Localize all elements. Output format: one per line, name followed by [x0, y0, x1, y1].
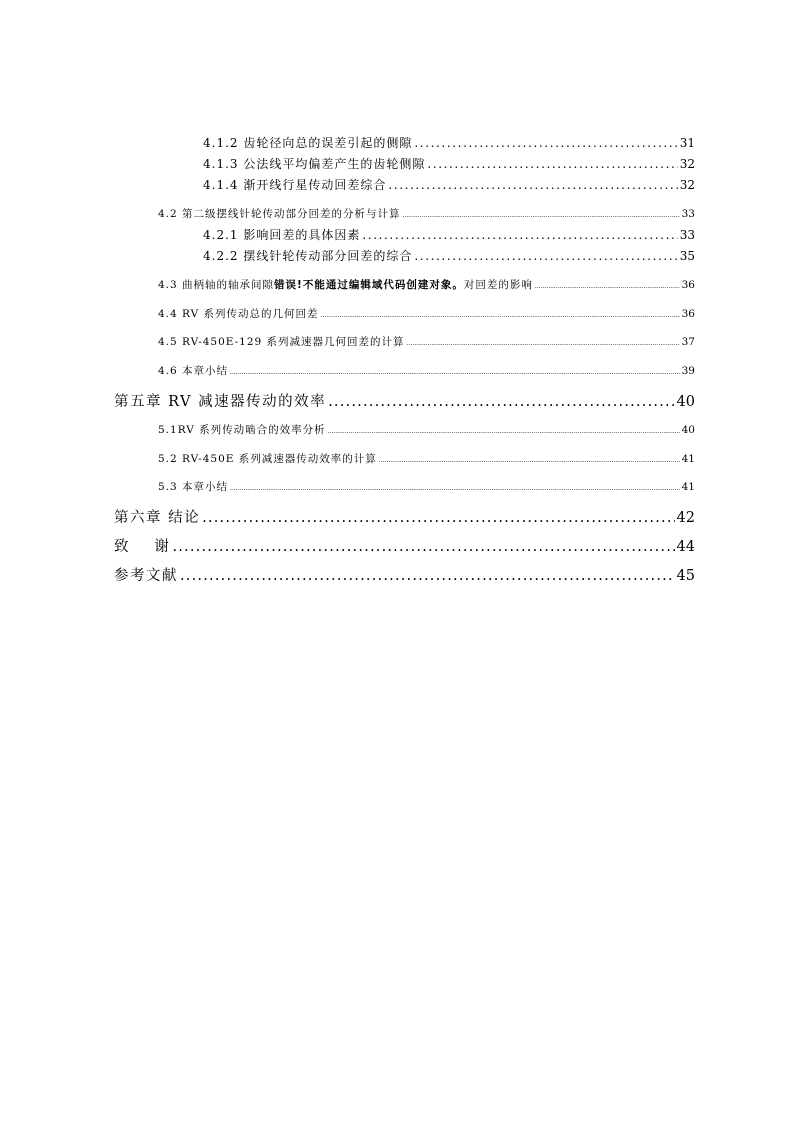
- toc-entry-title: 4.5 RV-450E-129 系列减速器几何回差的计算: [158, 336, 405, 348]
- toc-page-number: 31: [679, 136, 695, 150]
- toc-leader-dots: [321, 312, 680, 319]
- toc-entry-4-6[interactable]: [158, 363, 695, 378]
- toc-page-number: 33: [681, 208, 695, 220]
- toc-entry-title: 4.2.1 影响回差的具体因素: [203, 228, 361, 242]
- toc-entry-5-3[interactable]: [158, 479, 695, 494]
- toc-page-number: 32: [679, 178, 695, 192]
- toc-page-number: 40: [681, 424, 695, 436]
- toc-leader-dots: [379, 457, 680, 464]
- toc-page-number: 44: [676, 539, 695, 555]
- toc-entry-title: 5.1RV 系列传动啮合的效率分析: [158, 424, 326, 436]
- toc-entry-4-3[interactable]: [158, 277, 695, 292]
- toc-entry-chapter-6[interactable]: [114, 506, 695, 527]
- toc-entry-chapter-5[interactable]: [114, 390, 695, 411]
- toc-entry-title: 4.1.2 齿轮径向总的误差引起的侧隙: [203, 136, 413, 150]
- toc-page-number: 41: [681, 481, 695, 493]
- toc-leader-dots: [414, 249, 677, 263]
- toc-entry-4-2-1[interactable]: [203, 226, 695, 243]
- toc-entry-acknowledgements[interactable]: [114, 535, 695, 556]
- toc-leader-dots: [535, 283, 680, 290]
- toc-leader-dots: [388, 178, 677, 192]
- toc-page-number: 37: [681, 336, 695, 348]
- toc-page-number: 32: [679, 157, 695, 171]
- toc-leader-dots: [407, 340, 680, 347]
- toc-leader-dots: [230, 369, 680, 376]
- toc-entry-title: 第六章 结论: [114, 510, 201, 526]
- toc-entry-title: 5.3 本章小结: [158, 481, 229, 493]
- toc-leader-dots: [172, 539, 674, 555]
- toc-entry-5-2[interactable]: [158, 451, 695, 466]
- toc-entry-title: 参考文献: [114, 568, 178, 584]
- toc-entry-title: 4.1.3 公法线平均偏差产生的齿轮侧隙: [203, 157, 426, 171]
- toc-page-number: 39: [681, 365, 695, 377]
- toc-leader-dots: [328, 394, 674, 410]
- toc-entry-title: 4.2.2 摆线针轮传动部分回差的综合: [203, 249, 413, 263]
- toc-entry-title: 5.2 RV-450E 系列减速器传动效率的计算: [158, 453, 377, 465]
- toc-entry-4-1-3[interactable]: [203, 155, 695, 172]
- toc-page-number: 42: [676, 510, 695, 526]
- toc-entry-4-1-4[interactable]: [203, 176, 695, 193]
- toc-entry-5-1[interactable]: [158, 422, 695, 437]
- toc-page-number: 40: [676, 394, 695, 410]
- toc-entry-title: [158, 277, 533, 292]
- toc-entry-title: 4.4 RV 系列传动总的几何回差: [158, 308, 319, 320]
- toc-entry-4-5[interactable]: [158, 334, 695, 349]
- toc-page-number: 36: [681, 308, 695, 320]
- toc-entry-title: 第五章 RV 减速器传动的效率: [114, 394, 327, 410]
- toc-leader-dots: [202, 510, 674, 526]
- toc-entry-references[interactable]: [114, 564, 695, 585]
- toc-entry-4-4[interactable]: [158, 306, 695, 321]
- toc-entry-title: 致 谢: [114, 539, 171, 555]
- toc-leader-dots: [403, 212, 680, 219]
- toc-leader-dots: [230, 485, 680, 492]
- toc-entry-title: 4.6 本章小结: [158, 365, 229, 377]
- toc-page-number: 41: [681, 453, 695, 465]
- toc-page-number: 35: [679, 249, 695, 263]
- toc-entry-title-part: 对回差的影响: [463, 279, 533, 291]
- toc-entry-4-2-2[interactable]: [203, 247, 695, 264]
- toc-leader-dots: [180, 568, 675, 584]
- toc-entry-4-2[interactable]: [158, 206, 695, 221]
- toc-entry-title: 4.1.4 渐开线行星传动回差综合: [203, 178, 387, 192]
- toc-leader-dots: [328, 428, 680, 435]
- toc-entry-title-part: 4.3 曲柄轴的轴承间隙: [158, 279, 275, 291]
- toc-entry-4-1-2[interactable]: [203, 134, 695, 151]
- field-code-error-text: 错误!不能通过编辑域代码创建对象。: [274, 279, 464, 291]
- toc-leader-dots: [362, 228, 677, 242]
- toc-leader-dots: [427, 157, 677, 171]
- toc-page-number: 45: [676, 568, 695, 584]
- toc-page-number: 33: [679, 228, 695, 242]
- toc-entry-title: 4.2 第二级摆线针轮传动部分回差的分析与计算: [158, 208, 401, 220]
- toc-leader-dots: [414, 136, 677, 150]
- toc-page-number: 36: [681, 279, 695, 291]
